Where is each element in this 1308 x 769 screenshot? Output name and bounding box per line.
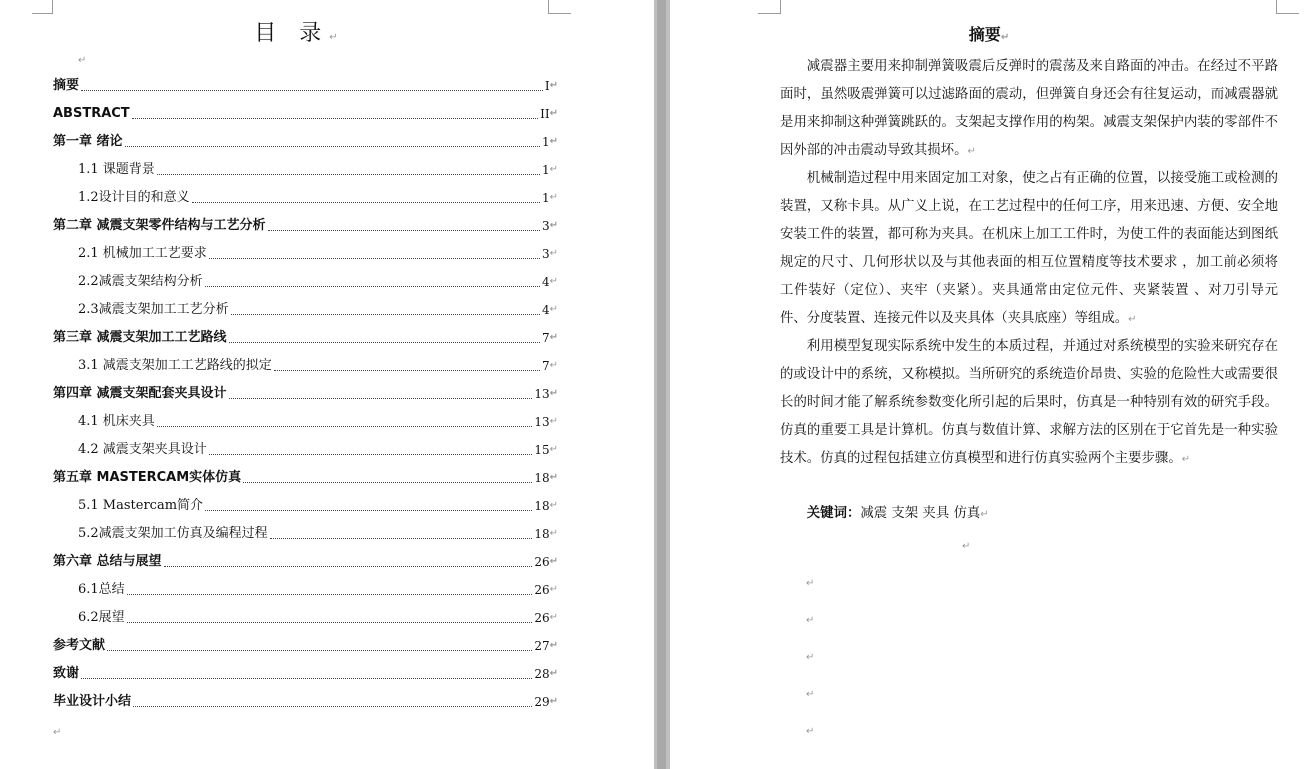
toc-leader-dots bbox=[81, 678, 532, 679]
toc-entry bbox=[53, 356, 558, 376]
toc-entry bbox=[53, 412, 558, 432]
paragraph-mark: ↵ bbox=[962, 541, 971, 552]
toc-entry bbox=[53, 160, 558, 180]
paragraph-mark: ↵ bbox=[549, 80, 558, 91]
paragraph-mark: ↵ bbox=[549, 472, 558, 483]
crop-mark bbox=[32, 0, 53, 14]
paragraph-mark: ↵ bbox=[549, 304, 558, 315]
toc-entry-label: 6.2展望 bbox=[78, 610, 125, 625]
toc-entry bbox=[53, 272, 558, 292]
toc-leader-dots bbox=[132, 118, 538, 119]
paragraph-mark: ↵ bbox=[549, 444, 558, 455]
toc-entry bbox=[53, 608, 558, 628]
toc-entry-label: 4.1 机床夹具 bbox=[78, 414, 155, 429]
toc-entry-page: 3 bbox=[541, 219, 550, 233]
toc-entry-page: 4 bbox=[541, 303, 550, 317]
toc-entry bbox=[53, 216, 558, 236]
toc-leader-dots bbox=[133, 706, 532, 707]
toc-entry-label: 4.2 减震支架夹具设计 bbox=[78, 442, 207, 457]
paragraph-mark: ↵ bbox=[549, 136, 558, 147]
toc-entry-page: 18 bbox=[534, 499, 550, 513]
toc-entry bbox=[53, 132, 558, 152]
toc-entry-page: 7 bbox=[541, 359, 550, 373]
toc-leader-dots bbox=[164, 566, 533, 567]
toc-entry-label: ABSTRACT bbox=[53, 106, 130, 121]
toc-entry-label: 2.3减震支架加工工艺分析 bbox=[78, 302, 229, 317]
toc-leader-dots bbox=[268, 230, 540, 231]
paragraph-mark: ↵ bbox=[549, 556, 558, 567]
paragraph-mark: ↵ bbox=[549, 584, 558, 595]
toc-entry-label: 3.1 减震支架加工工艺路线的拟定 bbox=[78, 358, 272, 373]
paragraph-mark: ↵ bbox=[549, 276, 558, 287]
toc-entry-label: 第二章 减震支架零件结构与工艺分析 bbox=[53, 218, 266, 233]
paragraph-mark: ↵ bbox=[53, 727, 62, 738]
toc-entry-page: 26 bbox=[534, 555, 550, 569]
toc-entry bbox=[53, 384, 558, 404]
paragraph-mark: ↵ bbox=[78, 55, 87, 66]
toc-leader-dots bbox=[81, 90, 543, 91]
paragraph-mark: ↵ bbox=[549, 248, 558, 259]
paragraph-mark: ↵ bbox=[549, 192, 558, 203]
paragraph-mark: ↵ bbox=[806, 615, 815, 626]
toc-entry-page: 27 bbox=[534, 639, 550, 653]
toc-entry-label: 第五章 MASTERCAM实体仿真 bbox=[53, 470, 242, 485]
toc-entry bbox=[53, 552, 558, 572]
toc-entry bbox=[53, 244, 558, 264]
toc-entry-label: 参考文献 bbox=[53, 638, 106, 653]
toc-leader-dots bbox=[127, 594, 533, 595]
toc-entry bbox=[53, 468, 558, 488]
paragraph-mark: ↵ bbox=[549, 416, 558, 427]
toc-leader-dots bbox=[270, 538, 533, 539]
toc-entry-page: 1 bbox=[541, 163, 550, 177]
toc-entry-page: 26 bbox=[534, 611, 550, 625]
toc-leader-dots bbox=[243, 482, 532, 483]
toc-entry-label: 第四章 减震支架配套夹具设计 bbox=[53, 386, 227, 401]
toc-entry-page: 7 bbox=[541, 331, 550, 345]
paragraph-mark: ↵ bbox=[549, 696, 558, 707]
toc-title: 目 录↵ bbox=[254, 21, 346, 46]
paragraph-mark: ↵ bbox=[806, 652, 815, 663]
paragraph-mark: ↵ bbox=[549, 528, 558, 539]
abstract-paragraph-2: 机械制造过程中用来固定加工对象，使之占有正确的位置，以接受施工或检测的装置，又称卡具。从广义上说，在工艺过程中的任何工序，用来迅速、方便、安全地安装工件的装置，都可称为夹具。在机床上加工工件时，为使工件的表面能达到图纸规定的尺寸、几何形状以及与其他表面的相互位置精度等技术要求 ，加工前必须将工件装好（定位）、夹牢（夹紧）。夹具通常由定位元件、夹紧装置 、对刀引导元件、分度装置、连接元件以及夹具体（夹具底座）等组成。↵ bbox=[780, 171, 1278, 326]
toc-leader-dots bbox=[192, 202, 540, 203]
toc-entry-page: 13 bbox=[534, 387, 550, 401]
paragraph-mark: ↵ bbox=[806, 726, 815, 737]
paragraph-mark: ↵ bbox=[549, 220, 558, 231]
toc-entry-page: 28 bbox=[534, 667, 550, 681]
toc-entry-label: 6.1总结 bbox=[78, 582, 125, 597]
paragraph-mark: ↵ bbox=[549, 332, 558, 343]
toc-leader-dots bbox=[205, 286, 540, 287]
toc-leader-dots bbox=[229, 398, 533, 399]
toc-entry-label: 2.2减震支架结构分析 bbox=[78, 274, 203, 289]
toc-leader-dots bbox=[229, 342, 540, 343]
abstract-title: 摘要↵ bbox=[968, 25, 1010, 44]
toc-entry-page: 29 bbox=[534, 695, 550, 709]
crop-mark bbox=[548, 0, 571, 14]
toc-entry bbox=[53, 692, 558, 712]
toc-leader-dots bbox=[274, 370, 540, 371]
toc-entry bbox=[53, 636, 558, 656]
toc-entry-page: 18 bbox=[534, 471, 550, 485]
toc-entry-page: 1 bbox=[541, 191, 550, 205]
toc-entry-label: 5.2减震支架加工仿真及编程过程 bbox=[78, 526, 268, 541]
toc-entry bbox=[53, 76, 558, 96]
toc-entry-label: 毕业设计小结 bbox=[53, 694, 132, 709]
toc-entry-page: 26 bbox=[534, 583, 550, 597]
toc-entry-label: 第三章 减震支架加工工艺路线 bbox=[53, 330, 227, 345]
toc-leader-dots bbox=[125, 146, 540, 147]
toc-entry-label: 摘要 bbox=[53, 78, 80, 93]
paragraph-mark: ↵ bbox=[806, 578, 815, 589]
toc-entry-page: 13 bbox=[534, 415, 550, 429]
toc-entry-label: 致谢 bbox=[53, 666, 80, 681]
toc-entry bbox=[53, 328, 558, 348]
paragraph-mark: ↵ bbox=[549, 668, 558, 679]
abstract-paragraph-3: 利用模型复现实际系统中发生的本质过程，并通过对系统模型的实验来研究存在的或设计中的系统，又称模拟。当所研究的系统造价昂贵、实验的危险性大或需要很长的时间才能了解系统参数变化所引起的后果时，仿真是一种特别有效的研究手段。仿真的重要工具是计算机。仿真与数值计算、求解方法的区别在于它首先是一种实验技术。仿真的过程包括建立仿真模型和进行仿真实验两个主要步骤。↵ bbox=[780, 339, 1278, 466]
paragraph-mark: ↵ bbox=[549, 612, 558, 623]
toc-entry bbox=[53, 300, 558, 320]
toc-leader-dots bbox=[209, 258, 540, 259]
toc-leader-dots bbox=[157, 174, 540, 175]
toc-entry-page: 3 bbox=[541, 247, 550, 261]
keywords-label: 关键词： bbox=[806, 506, 861, 521]
paragraph-mark: ↵ bbox=[549, 360, 558, 371]
toc-entry-page: 4 bbox=[541, 275, 550, 289]
toc-entry bbox=[53, 524, 558, 544]
paragraph-mark: ↵ bbox=[549, 388, 558, 399]
toc-entry-page: II bbox=[540, 107, 550, 121]
paragraph-mark: ↵ bbox=[549, 640, 558, 651]
toc-leader-dots bbox=[205, 510, 532, 511]
crop-mark bbox=[758, 0, 781, 14]
abstract-paragraph-1: 减震器主要用来抑制弹簧吸震后反弹时的震荡及来自路面的冲击。在经过不平路面时，虽然吸震弹簧可以过滤路面的震动，但弹簧自身还会有往复运动，而减震器就是用来抑制这种弹簧跳跃的。支架起支撑作用的构架。减震支架保护内装的零部件不因外部的冲击震动导致其损坏。↵ bbox=[780, 59, 1278, 158]
toc-leader-dots bbox=[209, 454, 533, 455]
toc-entry-label: 第六章 总结与展望 bbox=[53, 554, 162, 569]
keywords-line: 关键词：减震 支架 夹具 仿真↵ bbox=[806, 506, 989, 521]
toc-entry-label: 第一章 绪论 bbox=[53, 134, 123, 149]
toc-leader-dots bbox=[127, 622, 533, 623]
paragraph-mark: ↵ bbox=[549, 108, 558, 119]
paragraph-mark: ↵ bbox=[806, 689, 815, 700]
paragraph-mark: ↵ bbox=[549, 500, 558, 511]
toc-entry-page: I bbox=[544, 79, 550, 93]
paragraph-mark: ↵ bbox=[549, 164, 558, 175]
toc-entry-label: 1.1 课题背景 bbox=[78, 162, 155, 177]
toc-entry bbox=[53, 496, 558, 516]
toc-entry-label: 2.1 机械加工工艺要求 bbox=[78, 246, 207, 261]
toc-leader-dots bbox=[231, 314, 540, 315]
page-gutter bbox=[654, 0, 670, 769]
keywords-value: 减震 支架 夹具 仿真 bbox=[860, 506, 981, 521]
toc-entry-label: 5.1 Mastercam简介 bbox=[78, 498, 204, 513]
toc-leader-dots bbox=[107, 650, 532, 651]
toc-entry-label: 1.2设计目的和意义 bbox=[78, 190, 190, 205]
toc-entry bbox=[53, 104, 558, 124]
toc-leader-dots bbox=[157, 426, 533, 427]
crop-mark bbox=[1276, 0, 1299, 14]
toc-entry bbox=[53, 580, 558, 600]
toc-entry bbox=[53, 188, 558, 208]
toc-entry bbox=[53, 664, 558, 684]
toc-entry-page: 18 bbox=[534, 527, 550, 541]
toc-entry-page: 15 bbox=[534, 443, 550, 457]
toc-entry bbox=[53, 440, 558, 460]
toc-entry-page: 1 bbox=[541, 135, 550, 149]
